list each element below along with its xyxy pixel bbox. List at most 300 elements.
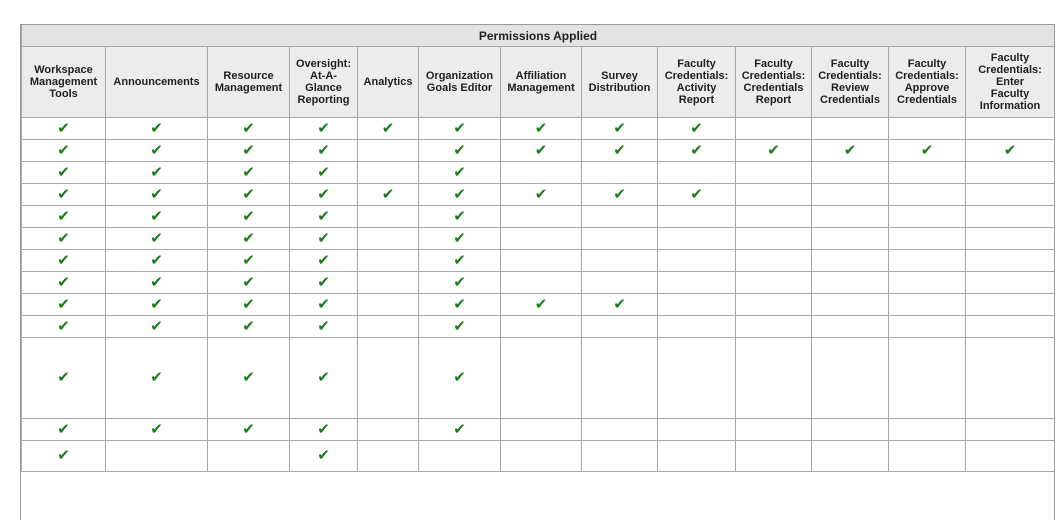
checkmark-icon: ✔ [57,446,70,464]
permission-cell [22,206,106,228]
checkmark-icon: ✔ [453,140,466,159]
permission-cell [22,272,106,294]
checkmark-icon: ✔ [57,294,70,313]
checkmark-icon: ✔ [534,184,548,203]
permission-cell [22,338,106,419]
table-row [22,272,1055,294]
permission-cell [208,316,290,338]
permission-cell [106,316,208,338]
column-header [22,47,106,118]
column-header-line: Report [678,94,715,106]
permission-cell [501,272,582,294]
column-header [966,47,1055,118]
permission-cell [736,272,812,294]
column-header-line: Credentials: [664,70,729,82]
permission-cell [22,250,106,272]
checkmark-icon: ✔ [57,206,70,225]
permission-cell [736,316,812,338]
column-header [208,47,290,118]
table-row [22,140,1055,162]
column-header-line: Management [29,76,98,88]
permission-cell [22,419,106,441]
permission-cell [889,118,966,140]
permission-cell [290,250,358,272]
permission-cell [736,228,812,250]
checkmark-icon: ✔ [242,294,255,313]
column-header [736,47,812,118]
table-row [22,294,1055,316]
column-header-line: Credentials: [818,70,882,82]
permission-cell [501,250,582,272]
permission-cell [501,316,582,338]
permission-cell [966,338,1055,419]
column-header-line: Organization [425,70,494,82]
permission-cell [582,294,658,316]
column-header [290,47,358,118]
table-row [22,206,1055,228]
permission-cell [812,419,889,441]
permission-cell [106,228,208,250]
permission-cell [966,228,1055,250]
column-header-line: Faculty [754,58,793,70]
permission-cell [812,140,889,162]
checkmark-icon: ✔ [242,419,255,438]
checkmark-icon: ✔ [242,250,255,269]
permission-cell [358,228,419,250]
checkmark-icon: ✔ [317,419,330,438]
permission-cell [501,140,582,162]
permission-cell [736,419,812,441]
column-header-line: Analytics [363,76,413,88]
permission-cell [966,316,1055,338]
permission-cell [658,184,736,206]
permission-cell [106,272,208,294]
permission-cell [419,419,501,441]
checkmark-icon: ✔ [453,184,466,203]
table-row [22,419,1055,441]
permission-cell [736,118,812,140]
table-row [22,162,1055,184]
permission-cell [419,316,501,338]
column-header-line: Credentials: [978,64,1042,76]
permission-cell [501,228,582,250]
column-header-line: Glance [305,82,342,94]
column-header-line: Management [214,82,283,94]
permission-cell [889,419,966,441]
checkmark-icon: ✔ [150,368,163,386]
column-header-line: Faculty [830,58,870,70]
checkmark-icon: ✔ [57,184,70,203]
permission-cell [966,206,1055,228]
checkmark-icon: ✔ [57,272,70,291]
permission-cell [582,206,658,228]
checkmark-icon: ✔ [453,118,466,137]
table-row [22,228,1055,250]
permission-cell [22,228,106,250]
permission-cell [290,118,358,140]
permission-cell [736,250,812,272]
checkmark-icon: ✔ [613,118,626,137]
permission-cell [736,338,812,419]
permission-cell [358,441,419,472]
checkmark-icon: ✔ [57,250,70,269]
permission-cell [966,419,1055,441]
permission-cell [208,118,290,140]
permission-cell [812,118,889,140]
permission-cell [966,294,1055,316]
checkmark-icon: ✔ [150,419,163,438]
permission-cell [358,338,419,419]
permission-cell [290,316,358,338]
permission-cell [106,419,208,441]
permission-cell [208,228,290,250]
checkmark-icon: ✔ [317,228,330,247]
permission-cell [889,294,966,316]
checkmark-icon: ✔ [690,118,703,137]
checkmark-icon: ✔ [534,118,548,137]
checkmark-icon: ✔ [317,184,330,203]
permission-cell [889,184,966,206]
checkmark-icon: ✔ [57,368,70,386]
checkmark-icon: ✔ [242,316,255,335]
checkmark-icon: ✔ [150,250,163,269]
permission-cell [419,250,501,272]
column-header-line: Faculty [677,58,716,70]
permission-cell [582,140,658,162]
checkmark-icon: ✔ [453,316,466,335]
checkmark-icon: ✔ [57,228,70,247]
table-row [22,184,1055,206]
checkmark-icon: ✔ [242,368,255,386]
permission-cell [658,338,736,419]
permission-cell [419,272,501,294]
permission-cell [358,316,419,338]
permission-cell [812,250,889,272]
permission-cell [582,419,658,441]
checkmark-icon: ✔ [317,368,330,386]
column-header-line: Review [831,82,869,94]
permission-cell [812,206,889,228]
checkmark-icon: ✔ [381,184,395,203]
permission-cell [358,162,419,184]
permission-cell [812,272,889,294]
column-header [501,47,582,118]
permission-cell [106,206,208,228]
permission-cell [582,228,658,250]
column-header-line: Faculty [990,88,1030,100]
permission-cell [419,140,501,162]
permission-cell [22,118,106,140]
permission-cell [208,140,290,162]
column-header-line: Credentials [897,94,957,106]
table-row [22,250,1055,272]
permission-cell [966,118,1055,140]
column-header [358,47,419,118]
permission-cell [736,294,812,316]
column-header-line: Credentials [743,82,804,94]
permission-cell [582,250,658,272]
column-header [889,47,966,118]
column-header-line: Information [979,100,1041,112]
checkmark-icon: ✔ [150,140,163,159]
column-header-line: Activity [676,82,717,94]
permission-cell [582,162,658,184]
permission-cell [889,250,966,272]
permission-cell [582,441,658,472]
checkmark-icon: ✔ [242,206,255,225]
column-header [658,47,736,118]
permission-cell [290,338,358,419]
permission-cell [501,162,582,184]
checkmark-icon: ✔ [453,162,466,181]
checkmark-icon: ✔ [534,294,548,313]
permissions-table-frame [20,24,1055,520]
permission-cell [658,419,736,441]
checkmark-icon: ✔ [317,162,330,181]
column-header-line: Reporting [297,94,350,106]
checkmark-icon: ✔ [920,140,934,159]
permission-cell [419,206,501,228]
permission-cell [419,441,501,472]
permission-cell [208,441,290,472]
permission-cell [582,272,658,294]
permission-cell [106,294,208,316]
checkmark-icon: ✔ [613,184,626,203]
permission-cell [736,184,812,206]
permission-cell [501,419,582,441]
checkmark-icon: ✔ [453,419,466,438]
checkmark-icon: ✔ [242,140,255,159]
permission-cell [22,140,106,162]
permission-cell [812,162,889,184]
permission-cell [208,294,290,316]
permission-cell [812,294,889,316]
checkmark-icon: ✔ [150,162,163,181]
permission-cell [106,441,208,472]
permission-cell [208,250,290,272]
permission-cell [582,184,658,206]
checkmark-icon: ✔ [317,294,330,313]
permission-cell [358,294,419,316]
permission-cell [736,140,812,162]
column-header-line: Resource [223,70,274,82]
column-header-line: Affiliation [515,70,567,82]
column-header [812,47,889,118]
checkmark-icon: ✔ [453,250,466,269]
permission-cell [736,206,812,228]
permission-cell [22,441,106,472]
column-header-line: Credentials [820,94,880,106]
permission-cell [358,118,419,140]
permission-cell [889,338,966,419]
permission-cell [812,184,889,206]
checkmark-icon: ✔ [317,250,330,269]
permission-cell [812,338,889,419]
column-header-line: Survey [601,70,638,82]
checkmark-icon: ✔ [150,184,163,203]
permission-cell [582,118,658,140]
permission-cell [889,228,966,250]
permission-cell [889,441,966,472]
permission-cell [290,441,358,472]
checkmark-icon: ✔ [317,446,330,464]
permission-cell [736,162,812,184]
permission-cell [290,228,358,250]
checkmark-icon: ✔ [150,316,163,335]
column-header-line: Report [755,94,792,106]
checkmark-icon: ✔ [242,162,255,181]
permission-cell [419,228,501,250]
permission-cell [889,162,966,184]
column-header-line: Distribution [588,82,651,94]
permission-cell [290,294,358,316]
permission-cell [106,162,208,184]
permission-cell [582,338,658,419]
permission-cell [106,118,208,140]
checkmark-icon: ✔ [150,206,163,225]
permission-cell [419,118,501,140]
column-header [582,47,658,118]
checkmark-icon: ✔ [381,118,395,137]
permission-cell [501,294,582,316]
checkmark-icon: ✔ [453,206,466,225]
checkmark-icon: ✔ [242,272,255,291]
column-header-line: Credentials: [741,70,806,82]
permission-cell [966,250,1055,272]
column-header-row [22,47,1055,118]
permission-cell [658,118,736,140]
permission-cell [658,206,736,228]
permission-cell [658,228,736,250]
permission-cell [966,140,1055,162]
checkmark-icon: ✔ [150,228,163,247]
permission-cell [22,294,106,316]
checkmark-icon: ✔ [453,272,466,291]
checkmark-icon: ✔ [453,368,466,386]
permission-cell [501,206,582,228]
column-header-line: Management [507,82,575,94]
checkmark-icon: ✔ [317,272,330,291]
checkmark-icon: ✔ [57,140,70,159]
permission-cell [419,162,501,184]
permission-cell [290,206,358,228]
permission-cell [358,184,419,206]
checkmark-icon: ✔ [150,272,163,291]
permission-cell [889,140,966,162]
table-row [22,118,1055,140]
column-header-line: Approve [904,82,950,94]
checkmark-icon: ✔ [242,228,255,247]
permission-cell [208,419,290,441]
permission-cell [208,338,290,419]
permission-cell [812,316,889,338]
column-header-line: Tools [49,88,78,100]
checkmark-icon: ✔ [843,140,857,159]
table-row [22,441,1055,472]
permission-cell [501,441,582,472]
checkmark-icon: ✔ [453,294,466,313]
permission-cell [889,316,966,338]
column-header-line: At-A- [310,70,337,82]
permission-cell [658,294,736,316]
permission-cell [208,272,290,294]
checkmark-icon: ✔ [57,316,70,335]
column-header-line: Workspace [34,64,93,76]
checkmark-icon: ✔ [317,118,330,137]
permission-cell [208,206,290,228]
checkmark-icon: ✔ [317,206,330,225]
table-row [22,316,1055,338]
permission-cell [582,316,658,338]
permission-cell [290,419,358,441]
permission-cell [106,184,208,206]
checkmark-icon: ✔ [690,140,703,159]
permission-cell [290,140,358,162]
permission-cell [208,184,290,206]
permission-cell [358,206,419,228]
column-header [106,47,208,118]
permission-cell [966,184,1055,206]
table-body [22,118,1055,472]
column-header-line: Enter [995,76,1025,88]
permission-cell [419,184,501,206]
permission-cell [736,441,812,472]
checkmark-icon: ✔ [57,118,70,137]
permission-cell [658,140,736,162]
permission-cell [419,338,501,419]
permission-cell [658,250,736,272]
permission-cell [106,140,208,162]
permission-cell [658,441,736,472]
permission-cell [812,228,889,250]
checkmark-icon: ✔ [57,419,70,438]
permission-cell [358,272,419,294]
column-header-line: Announcements [113,76,200,88]
permission-cell [966,162,1055,184]
permission-cell [358,250,419,272]
permission-cell [889,206,966,228]
column-header-line: Credentials: [895,70,959,82]
column-header [419,47,501,118]
checkmark-icon: ✔ [534,140,548,159]
column-header-line: Oversight: [295,58,351,70]
checkmark-icon: ✔ [613,294,626,313]
column-header-line: Faculty [907,58,947,70]
permission-cell [658,316,736,338]
permission-cell [501,338,582,419]
checkmark-icon: ✔ [150,118,163,137]
permission-cell [290,272,358,294]
checkmark-icon: ✔ [613,140,626,159]
checkmark-icon: ✔ [1003,140,1017,159]
permissions-table [21,24,1055,472]
permission-cell [966,441,1055,472]
permission-cell [208,162,290,184]
permission-cell [106,338,208,419]
permission-cell [290,184,358,206]
column-header-line: Goals Editor [426,82,493,94]
checkmark-icon: ✔ [690,184,703,203]
permission-cell [889,272,966,294]
permission-cell [501,118,582,140]
checkmark-icon: ✔ [317,140,330,159]
checkmark-icon: ✔ [57,162,70,181]
table-row [22,338,1055,419]
permission-cell [22,162,106,184]
permission-cell [501,184,582,206]
permission-cell [966,272,1055,294]
permission-cell [22,184,106,206]
